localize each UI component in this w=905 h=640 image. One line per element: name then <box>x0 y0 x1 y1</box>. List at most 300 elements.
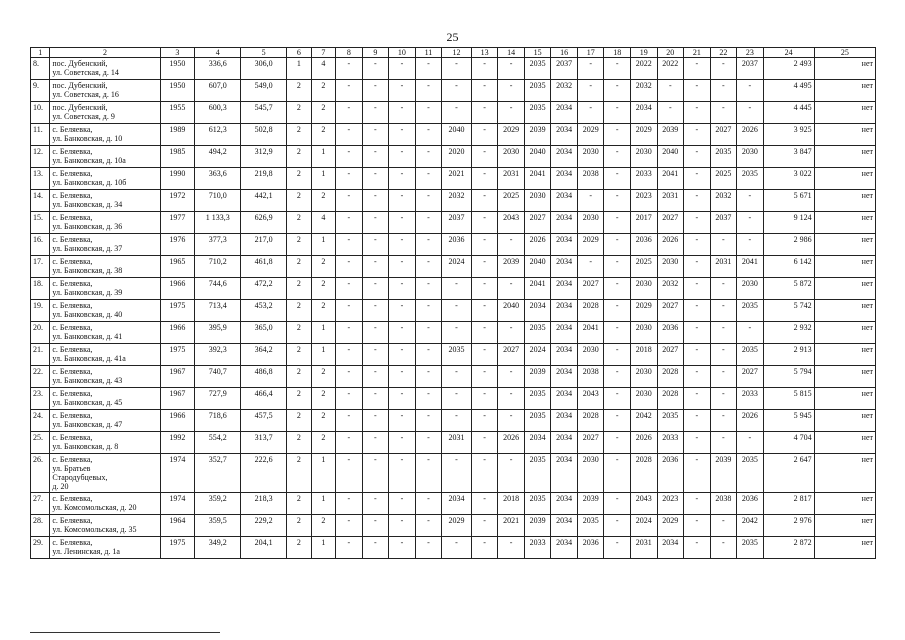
address-line: ул. Ленинская, д. 1а <box>52 547 120 556</box>
table-cell: - <box>471 410 498 432</box>
table-cell: - <box>389 234 416 256</box>
table-cell: - <box>389 322 416 344</box>
table-cell: 545,7 <box>241 102 287 124</box>
table-cell: - <box>415 124 442 146</box>
table-cell: 2028 <box>577 300 604 322</box>
table-cell: 1985 <box>160 146 195 168</box>
address-line: ул. Банковская, д. 10а <box>52 156 126 165</box>
table-cell: 2039 <box>498 256 525 278</box>
table-cell: 2027 <box>577 278 604 300</box>
table-cell: - <box>471 366 498 388</box>
table-cell: 352,7 <box>195 454 241 493</box>
table-cell: 2040 <box>442 124 472 146</box>
table-cell: 2037 <box>737 58 764 80</box>
table-cell: 2039 <box>524 124 551 146</box>
table-cell: 718,6 <box>195 410 241 432</box>
table-cell: 2024 <box>630 515 657 537</box>
column-number-cell: 10 <box>389 48 416 58</box>
column-number-cell: 1 <box>31 48 50 58</box>
table-cell: 2027 <box>657 300 684 322</box>
table-cell: - <box>604 515 631 537</box>
address-cell <box>50 80 160 102</box>
table-cell: 5 742 <box>763 300 814 322</box>
table-cell: 2035 <box>524 410 551 432</box>
address-line: ул. Банковская, д. 40 <box>52 310 123 319</box>
table-cell: 549,0 <box>241 80 287 102</box>
column-number-cell: 24 <box>763 48 814 58</box>
table-cell: 2026 <box>498 432 525 454</box>
table-cell: - <box>657 102 684 124</box>
column-number-cell: 7 <box>311 48 335 58</box>
table-row <box>31 388 876 410</box>
table-cell: 1 <box>311 344 335 366</box>
table-cell: - <box>471 80 498 102</box>
table-cell: 2039 <box>657 124 684 146</box>
table-cell: 2040 <box>657 146 684 168</box>
address-cell <box>50 234 160 256</box>
table-cell: - <box>362 344 389 366</box>
table-cell: - <box>442 537 472 559</box>
table-cell: - <box>336 278 363 300</box>
table-cell: нет <box>814 493 875 515</box>
table-cell: 365,0 <box>241 322 287 344</box>
table-cell: - <box>389 168 416 190</box>
table-cell: 4 495 <box>763 80 814 102</box>
table-cell: - <box>336 388 363 410</box>
table-cell: 2039 <box>524 366 551 388</box>
table-cell: 2029 <box>498 124 525 146</box>
table-cell: 2031 <box>710 256 737 278</box>
table-cell: 2 <box>311 410 335 432</box>
address-cell <box>50 344 160 366</box>
table-cell: 4 445 <box>763 102 814 124</box>
table-cell: 1992 <box>160 432 195 454</box>
table-cell: - <box>471 454 498 493</box>
table-cell: 2030 <box>630 388 657 410</box>
table-cell: - <box>737 322 764 344</box>
table-cell: 2023 <box>657 493 684 515</box>
table-cell: 219,8 <box>241 168 287 190</box>
table-cell: 2035 <box>524 493 551 515</box>
table-cell: 1975 <box>160 344 195 366</box>
address-line: с. Беляевка, <box>52 323 93 332</box>
table-cell: 2034 <box>630 102 657 124</box>
table-cell: 2039 <box>710 454 737 493</box>
table-cell: - <box>442 278 472 300</box>
address-line: с. Беляевка, <box>52 301 93 310</box>
address-cell <box>50 124 160 146</box>
table-cell: - <box>362 537 389 559</box>
table-cell: - <box>442 410 472 432</box>
table-cell: нет <box>814 388 875 410</box>
table-cell: - <box>710 432 737 454</box>
row-number-cell: 14. <box>31 190 50 212</box>
table-cell: 727,9 <box>195 388 241 410</box>
table-cell: 4 704 <box>763 432 814 454</box>
table-cell: - <box>362 234 389 256</box>
address-line: с. Беляевка, <box>52 516 93 525</box>
table-cell: 1 133,3 <box>195 212 241 234</box>
table-cell: 2 <box>287 410 311 432</box>
table-cell: - <box>684 212 711 234</box>
table-cell: 2030 <box>657 256 684 278</box>
table-cell: - <box>362 388 389 410</box>
table-cell: - <box>471 493 498 515</box>
table-cell: - <box>604 234 631 256</box>
table-cell: 1974 <box>160 454 195 493</box>
table-cell: - <box>415 537 442 559</box>
address-line: с. Беляевка, <box>52 213 93 222</box>
table-cell: - <box>684 493 711 515</box>
table-cell: 2 <box>311 124 335 146</box>
row-number-cell: 21. <box>31 344 50 366</box>
table-cell: 364,2 <box>241 344 287 366</box>
address-line: с. Беляевка, <box>52 345 93 354</box>
table-cell: - <box>604 454 631 493</box>
housing-register-table <box>30 47 876 559</box>
table-cell: 3 022 <box>763 168 814 190</box>
table-cell: 2030 <box>498 146 525 168</box>
page-number: 25 <box>446 30 459 44</box>
table-row <box>31 256 876 278</box>
address-cell <box>50 493 160 515</box>
row-number-cell: 17. <box>31 256 50 278</box>
table-cell: - <box>577 102 604 124</box>
table-cell: - <box>415 234 442 256</box>
table-cell: 2 <box>287 493 311 515</box>
table-cell: 2036 <box>577 537 604 559</box>
address-line: с. Беляевка, <box>52 147 93 156</box>
address-line: с. Беляевка, <box>52 125 93 134</box>
table-row <box>31 168 876 190</box>
column-number-cell: 13 <box>471 48 498 58</box>
table-cell: 2043 <box>577 388 604 410</box>
table-cell: - <box>604 146 631 168</box>
table-cell: - <box>389 432 416 454</box>
table-cell: - <box>684 256 711 278</box>
table-cell: 600,3 <box>195 102 241 124</box>
table-cell: 2 <box>287 256 311 278</box>
table-cell: - <box>362 80 389 102</box>
table-cell: 4 <box>311 58 335 80</box>
table-cell: 2030 <box>630 322 657 344</box>
table-cell: - <box>389 278 416 300</box>
table-row <box>31 58 876 80</box>
table-cell: - <box>471 168 498 190</box>
address-line: пос. Дубенский, <box>52 103 108 112</box>
table-cell: 2 <box>287 124 311 146</box>
table-cell: 2 <box>287 168 311 190</box>
table-cell: 486,8 <box>241 366 287 388</box>
address-cell <box>50 256 160 278</box>
table-cell: - <box>362 278 389 300</box>
table-cell: 2030 <box>577 344 604 366</box>
table-cell: - <box>684 80 711 102</box>
table-row <box>31 212 876 234</box>
table-cell: - <box>336 537 363 559</box>
table-cell: 2034 <box>551 366 578 388</box>
table-cell: - <box>604 80 631 102</box>
address-line: с. Беляевка, <box>52 411 93 420</box>
table-cell: 204,1 <box>241 537 287 559</box>
table-cell: 2038 <box>577 366 604 388</box>
table-cell: - <box>604 344 631 366</box>
table-cell: - <box>336 124 363 146</box>
table-cell: 2034 <box>551 102 578 124</box>
table-cell: - <box>684 168 711 190</box>
table-cell: 1966 <box>160 322 195 344</box>
address-line: Стародубцевых, <box>52 473 108 482</box>
table-row <box>31 300 876 322</box>
table-cell: 2 817 <box>763 493 814 515</box>
table-cell: - <box>684 234 711 256</box>
row-number-cell: 27. <box>31 493 50 515</box>
table-cell: - <box>498 80 525 102</box>
table-cell: нет <box>814 190 875 212</box>
table-cell: 2034 <box>551 212 578 234</box>
table-cell: 2034 <box>551 300 578 322</box>
table-cell: - <box>415 300 442 322</box>
table-cell: 2032 <box>442 190 472 212</box>
table-cell: 2034 <box>551 344 578 366</box>
table-cell: 2024 <box>524 344 551 366</box>
address-cell <box>50 388 160 410</box>
table-row <box>31 366 876 388</box>
table-cell: - <box>737 432 764 454</box>
table-cell: - <box>362 322 389 344</box>
table-cell: - <box>389 515 416 537</box>
table-cell: - <box>498 537 525 559</box>
table-cell: - <box>684 278 711 300</box>
table-cell: - <box>362 256 389 278</box>
table-cell: - <box>415 58 442 80</box>
table-cell: - <box>471 146 498 168</box>
address-cell <box>50 146 160 168</box>
table-cell: - <box>362 454 389 493</box>
table-cell: - <box>336 344 363 366</box>
table-cell: 2033 <box>737 388 764 410</box>
table-cell: - <box>471 388 498 410</box>
table-cell: 2 <box>287 344 311 366</box>
table-cell: 2029 <box>657 515 684 537</box>
table-cell: 2018 <box>630 344 657 366</box>
column-number-cell: 21 <box>684 48 711 58</box>
address-cell <box>50 515 160 537</box>
table-cell: 2026 <box>630 432 657 454</box>
table-cell: - <box>604 212 631 234</box>
address-line: с. Беляевка, <box>52 367 93 376</box>
table-cell: 2036 <box>737 493 764 515</box>
table-cell: - <box>684 432 711 454</box>
table-cell: 710,2 <box>195 256 241 278</box>
table-cell: 2036 <box>442 234 472 256</box>
table-cell: 2041 <box>524 168 551 190</box>
address-line: с. Беляевка, <box>52 191 93 200</box>
table-cell: 2030 <box>524 190 551 212</box>
table-row <box>31 344 876 366</box>
table-row <box>31 410 876 432</box>
table-cell: 2029 <box>577 124 604 146</box>
table-cell: 1990 <box>160 168 195 190</box>
address-line: ул. Банковская, д. 38 <box>52 266 123 275</box>
table-cell: - <box>415 190 442 212</box>
table-cell: - <box>471 190 498 212</box>
table-cell: 2028 <box>657 366 684 388</box>
table-cell: 612,3 <box>195 124 241 146</box>
table-cell: - <box>684 102 711 124</box>
table-cell: - <box>471 515 498 537</box>
table-cell: 2034 <box>551 515 578 537</box>
address-cell <box>50 322 160 344</box>
table-cell: - <box>362 168 389 190</box>
table-cell: 2035 <box>657 410 684 432</box>
table-cell: 2035 <box>524 80 551 102</box>
table-cell: - <box>415 388 442 410</box>
table-cell: - <box>577 190 604 212</box>
table-cell: 2 <box>311 432 335 454</box>
row-number-cell: 18. <box>31 278 50 300</box>
table-cell: - <box>389 102 416 124</box>
address-line: д. 20 <box>52 482 69 491</box>
table-cell: 377,3 <box>195 234 241 256</box>
table-cell: 2027 <box>710 124 737 146</box>
table-cell: 2027 <box>737 366 764 388</box>
table-cell: 5 794 <box>763 366 814 388</box>
table-cell: 2 <box>311 366 335 388</box>
table-cell: - <box>710 234 737 256</box>
table-cell: - <box>471 58 498 80</box>
row-number-cell: 28. <box>31 515 50 537</box>
table-cell: 2034 <box>551 278 578 300</box>
table-cell: 2034 <box>551 146 578 168</box>
table-cell: 2 932 <box>763 322 814 344</box>
column-number-cell: 14 <box>498 48 525 58</box>
table-cell: 2035 <box>737 537 764 559</box>
table-cell: 363,6 <box>195 168 241 190</box>
table-cell: 2033 <box>630 168 657 190</box>
table-cell: 2035 <box>737 168 764 190</box>
table-cell: 2027 <box>577 432 604 454</box>
table-cell: - <box>577 256 604 278</box>
table-cell: нет <box>814 146 875 168</box>
table-cell: - <box>362 212 389 234</box>
table-cell: 1975 <box>160 300 195 322</box>
table-cell: - <box>498 234 525 256</box>
table-cell: - <box>336 80 363 102</box>
table-cell: 2 <box>287 515 311 537</box>
table-cell: - <box>362 366 389 388</box>
table-cell: 1967 <box>160 366 195 388</box>
table-cell: - <box>415 344 442 366</box>
table-cell: - <box>710 515 737 537</box>
table-cell: 2026 <box>737 124 764 146</box>
table-row <box>31 537 876 559</box>
table-cell: 2035 <box>710 146 737 168</box>
table-cell: 502,8 <box>241 124 287 146</box>
table-cell: 2040 <box>498 300 525 322</box>
table-cell: 2035 <box>524 102 551 124</box>
address-line: ул. Банковская, д. 36 <box>52 222 123 231</box>
row-number-cell: 22. <box>31 366 50 388</box>
table-cell: - <box>471 212 498 234</box>
table-cell: 2 976 <box>763 515 814 537</box>
table-cell: - <box>362 410 389 432</box>
row-number-cell: 26. <box>31 454 50 493</box>
table-cell: 5 815 <box>763 388 814 410</box>
table-cell: - <box>336 300 363 322</box>
table-cell: 494,2 <box>195 146 241 168</box>
table-cell: - <box>442 454 472 493</box>
table-cell: - <box>498 58 525 80</box>
table-cell: 1 <box>287 58 311 80</box>
table-cell: 2 913 <box>763 344 814 366</box>
table-cell: - <box>471 234 498 256</box>
table-cell: - <box>336 432 363 454</box>
table-cell: 217,0 <box>241 234 287 256</box>
column-number-cell: 22 <box>710 48 737 58</box>
table-cell: 2034 <box>551 388 578 410</box>
table-cell: 1976 <box>160 234 195 256</box>
address-line: ул. Комсомольская, д. 20 <box>52 503 137 512</box>
row-number-cell: 10. <box>31 102 50 124</box>
column-number-cell: 12 <box>442 48 472 58</box>
row-number-cell: 23. <box>31 388 50 410</box>
table-cell: - <box>415 146 442 168</box>
table-cell: 2 <box>287 537 311 559</box>
table-cell: - <box>336 322 363 344</box>
table-cell: - <box>442 388 472 410</box>
table-cell: - <box>498 454 525 493</box>
table-cell: - <box>442 80 472 102</box>
table-cell: 5 671 <box>763 190 814 212</box>
table-cell: 2037 <box>551 58 578 80</box>
table-cell: 2031 <box>657 190 684 212</box>
table-cell: 2040 <box>524 256 551 278</box>
table-cell: 466,4 <box>241 388 287 410</box>
row-number-cell: 16. <box>31 234 50 256</box>
table-cell: 2034 <box>551 256 578 278</box>
table-cell: 2038 <box>577 168 604 190</box>
table-row <box>31 432 876 454</box>
table-cell: 607,0 <box>195 80 241 102</box>
table-cell: 1972 <box>160 190 195 212</box>
table-cell: 2034 <box>551 234 578 256</box>
table-cell: - <box>710 102 737 124</box>
table-cell: - <box>362 300 389 322</box>
table-cell: 2018 <box>498 493 525 515</box>
table-cell: 710,0 <box>195 190 241 212</box>
table-cell: 2041 <box>577 322 604 344</box>
table-cell: 1 <box>311 168 335 190</box>
column-number-cell: 20 <box>657 48 684 58</box>
table-cell: 2032 <box>551 80 578 102</box>
table-cell: 2023 <box>630 190 657 212</box>
table-cell: - <box>604 168 631 190</box>
table-cell: 2 <box>287 278 311 300</box>
table-cell: - <box>471 124 498 146</box>
table-cell: 2036 <box>657 322 684 344</box>
table-cell: - <box>577 58 604 80</box>
table-cell: 2034 <box>524 432 551 454</box>
table-cell: 2 <box>287 102 311 124</box>
table-cell: 2 <box>287 212 311 234</box>
table-cell: - <box>684 58 711 80</box>
table-cell: 2033 <box>657 432 684 454</box>
table-cell: - <box>362 190 389 212</box>
column-number-cell: 8 <box>336 48 363 58</box>
row-number-cell: 24. <box>31 410 50 432</box>
table-cell: - <box>498 278 525 300</box>
